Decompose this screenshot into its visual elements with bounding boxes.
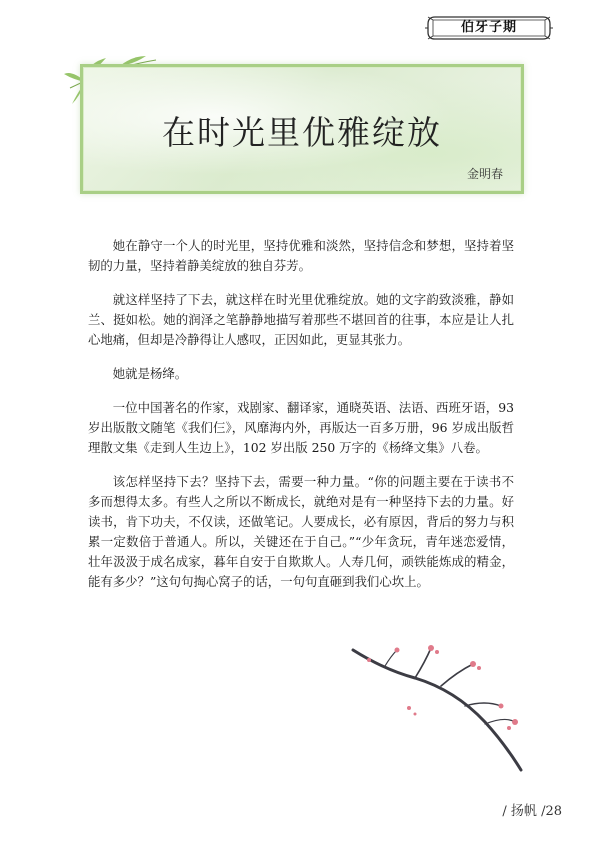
plum-blossom-branch-illustration — [345, 636, 535, 776]
column-tag-label: 伯牙子期 — [460, 20, 517, 35]
article-body — [88, 236, 514, 606]
paragraph: 就这样坚持了下去，就这样在时光里优雅绽放。她的文字韵致淡雅，静如兰、挺如松。她的润泽之笔静静地描写着那些不堪回首的往事，本应是让人扎心地痛，但却是冷静得让人感叹，正因如此，更显其张力。 — [88, 292, 514, 347]
paragraph: 她在静守一个人的时光里，坚持优雅和淡然，坚持信念和梦想，坚持着坚韧的力量，坚持着静美绽放的独自芬芳。 — [88, 238, 514, 273]
title-banner — [80, 64, 524, 194]
article-author: 金明春 — [466, 167, 503, 181]
page-footer: / 扬帆 /28 — [502, 804, 562, 819]
article-title: 在时光里优雅绽放 — [162, 113, 442, 152]
paragraph: 一位中国著名的作家，戏剧家、翻译家，通晓英语、法语、西班牙语，93 岁出版散文随笔《我们仨》，风靡海内外，再版达一百多万册，96 岁成出版哲理散文集《走到人生边上》，102 岁出版 250 万字的《杨绛文集》八卷。 — [88, 400, 514, 455]
paragraph: 该怎样坚持下去？坚持下去，需要一种力量。“你的问题主要在于读书不多而想得太多。有些人之所以不断成长，就绝对是有一种坚持下去的力量。好读书，肯下功夫，不仅读，还做笔记。人要成长，必有原因，背后的努力与积累一定数倍于普通人。所以，关键还在于自己。”“少年贪玩，青年迷恋爱情，壮年汲汲于成名成家，暮年自安于自欺欺人。人寿几何，顽铁能炼成的精金，能有多少？”这句句掏心窝子的话，一句句直砸到我们心坎上。 — [88, 474, 514, 589]
column-tag — [425, 14, 553, 42]
paragraph: 她就是杨绛。 — [112, 366, 188, 381]
